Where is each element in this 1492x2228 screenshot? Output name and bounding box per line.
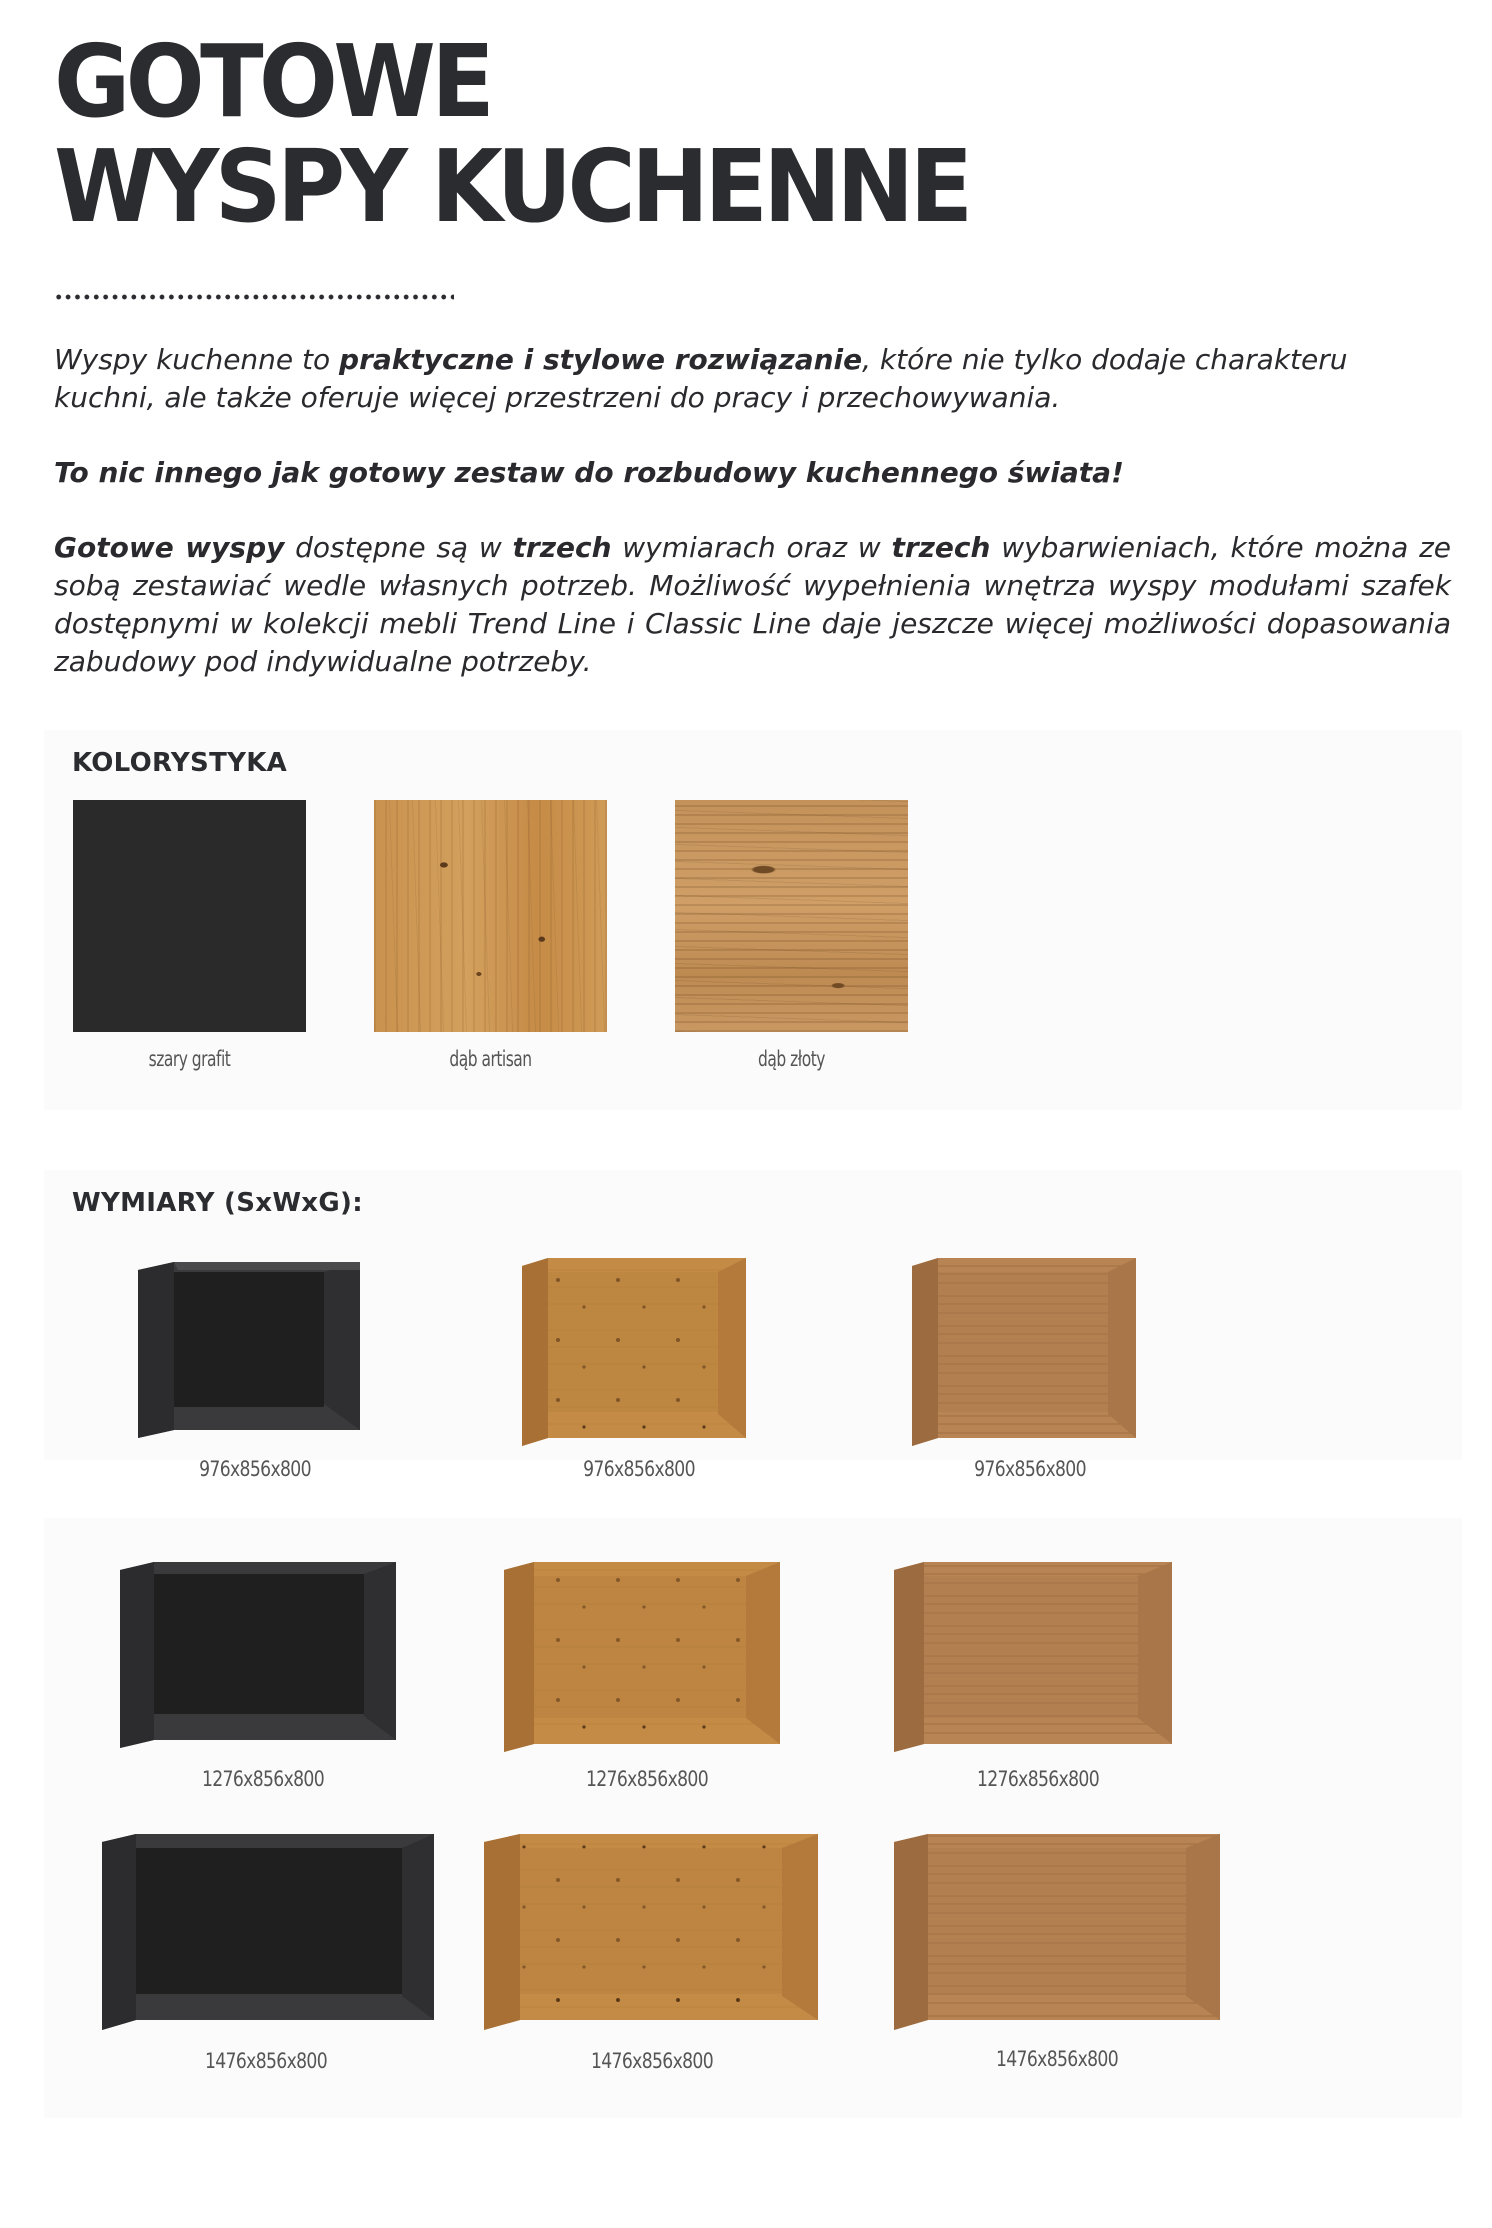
colors-heading: KOLORYSTYKA [72,748,288,778]
island-grafit-1276 [120,1562,396,1748]
swatch-label-dab-artisan: dąb artisan [449,1047,532,1071]
dimensions-heading: WYMIARY (SxWxG): [72,1188,363,1218]
page-title-line2: WYSPY KUCHENNE [54,128,969,245]
intro-paragraph-3: Gotowe wyspy dostępne są w trzech wymiarach oraz w trzech wybarwieniach, które można ze sobą zestawiać wedle własnych potrzeb. Możliwość wypełnienia wnętrza wyspy modułami szafek dostępnymi w kolekcji mebli Trend Line i Classic Line daje jeszcze więcej możliwości dopasowania zabudowy pod indywidualne potrzeby. [54,531,1452,678]
dim-label-grafit-1276: 1276x856x800 [201,1767,325,1791]
dim-label-artisan-976: 976x856x800 [583,1457,695,1481]
island-zloty-976 [912,1258,1136,1446]
dim-label-zloty-976: 976x856x800 [974,1457,1086,1481]
swatch-label-szary-grafit: szary grafit [148,1047,231,1071]
swatch-label-dab-zloty: dąb złoty [758,1047,825,1071]
page-title-line1: GOTOWE [54,23,491,140]
island-zloty-1476 [894,1834,1220,2030]
island-zloty-1276 [894,1562,1172,1752]
intro-paragraph-1: Wyspy kuchenne to praktyczne i stylowe rozwiązanie, które nie tylko dodaje charakteru kuchni, ale także oferuje więcej przestrzeni do pracy i przechowywania. [54,343,1348,414]
dim-label-zloty-1476: 1476x856x800 [995,2047,1119,2071]
dim-label-grafit-976: 976x856x800 [199,1457,311,1481]
island-artisan-976 [522,1258,746,1446]
dim-label-artisan-1276: 1276x856x800 [585,1767,709,1791]
dim-label-grafit-1476: 1476x856x800 [204,2049,328,2073]
dim-label-zloty-1276: 1276x856x800 [976,1767,1100,1791]
island-grafit-1476 [102,1834,434,2030]
island-artisan-1276 [504,1562,780,1752]
island-grafit-976 [138,1262,360,1438]
dim-label-artisan-1476: 1476x856x800 [590,2049,714,2073]
island-artisan-1476 [484,1834,818,2030]
intro-paragraph-2: To nic innego jak gotowy zestaw do rozbudowy kuchennego świata! [54,456,1124,489]
